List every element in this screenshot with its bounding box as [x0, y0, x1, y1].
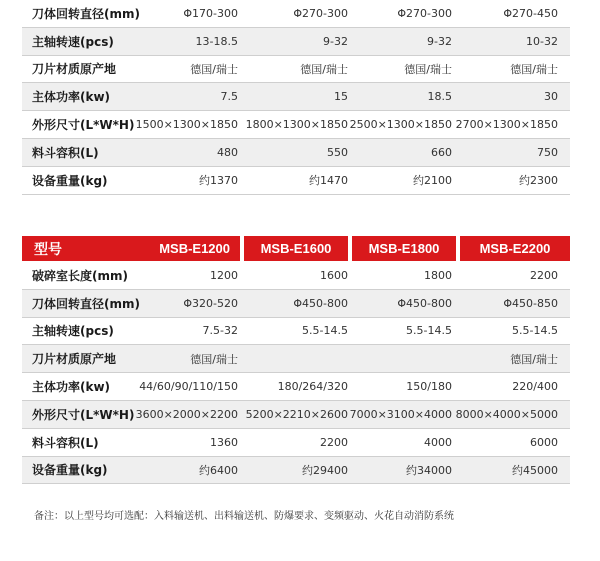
model-name: MSB-E2200	[479, 241, 551, 256]
spec-table-2	[22, 262, 570, 484]
spec-table-1	[22, 0, 570, 195]
table-row	[22, 139, 570, 167]
table-row	[22, 373, 570, 401]
header-label: 型号	[34, 241, 62, 258]
cell-value: 德国/瑞士	[510, 62, 558, 76]
row-label: 料斗容积(L)	[32, 145, 99, 160]
cell-value: 约2300	[519, 174, 558, 188]
cell-value: 1200	[210, 268, 238, 282]
model-name: MSB-E1800	[368, 241, 440, 256]
row-label: 刀体回转直径(mm)	[32, 296, 140, 311]
cell-value: 3600×2000×2200	[135, 407, 238, 421]
cell-value: 18.5	[427, 90, 452, 104]
cell-value: Φ270-450	[503, 6, 558, 20]
header-cell	[352, 236, 456, 261]
cell-value: 1800	[424, 268, 452, 282]
row-label: 外形尺寸(L*W*H)	[32, 407, 135, 422]
cell-value: 5.5-14.5	[302, 324, 348, 338]
row-label: 刀片材质原产地	[32, 352, 117, 367]
cell-value: 4000	[424, 435, 452, 449]
cell-value: 180/264/320	[277, 380, 348, 394]
table-row	[22, 28, 570, 56]
cell-value: Φ450-800	[397, 296, 452, 310]
cell-value: 750	[537, 145, 558, 159]
cell-value: Φ450-800	[293, 296, 348, 310]
cell-value: 约34000	[406, 463, 452, 477]
cell-value: 约45000	[512, 463, 558, 477]
cell-value: Φ270-300	[397, 6, 452, 20]
table-row	[22, 56, 570, 84]
cell-value: 15	[334, 90, 348, 104]
table-row	[22, 457, 570, 485]
table-row	[22, 429, 570, 457]
cell-value: 5.5-14.5	[512, 324, 558, 338]
cell-value: 德国/瑞士	[190, 352, 238, 366]
cell-value: 约2100	[413, 174, 452, 188]
cell-value: 5.5-14.5	[406, 324, 452, 338]
cell-value: 9-32	[323, 34, 348, 48]
cell-value: 约1470	[309, 174, 348, 188]
table-row	[22, 345, 570, 373]
cell-value: Φ320-520	[183, 296, 238, 310]
table-row	[22, 111, 570, 139]
table-row	[22, 0, 570, 28]
cell-value: 德国/瑞士	[190, 62, 238, 76]
row-label: 料斗容积(L)	[32, 435, 99, 450]
cell-value: 8000×4000×5000	[455, 407, 558, 421]
model-name: MSB-E1200	[159, 241, 230, 256]
cell-value: Φ270-300	[293, 6, 348, 20]
row-label: 设备重量(kg)	[32, 463, 108, 478]
cell-value: 660	[431, 145, 452, 159]
header-cell-first	[22, 236, 240, 261]
header-cell	[460, 236, 570, 261]
cell-value: Φ450-850	[503, 296, 558, 310]
cell-value: 7.5-32	[202, 324, 238, 338]
table-row	[22, 83, 570, 111]
cell-value: 44/60/90/110/150	[139, 380, 238, 394]
cell-value: 220/400	[512, 380, 558, 394]
row-label: 主轴转速(pcs)	[32, 34, 114, 49]
cell-value: 6000	[530, 435, 558, 449]
row-label: 主轴转速(pcs)	[32, 324, 114, 339]
cell-value: 30	[544, 90, 558, 104]
table-row	[22, 167, 570, 195]
cell-value: 9-32	[427, 34, 452, 48]
cell-value: 1800×1300×1850	[245, 118, 348, 132]
footnote: 备注：以上型号均可选配：入料输送机、出料输送机、防爆要求、变频驱动、火花自动消防系统	[34, 511, 454, 522]
cell-value: 1600	[320, 268, 348, 282]
row-label: 主体功率(kw)	[32, 90, 111, 105]
cell-value: 2500×1300×1850	[349, 118, 452, 132]
cell-value: 德国/瑞士	[300, 62, 348, 76]
cell-value: 13-18.5	[195, 34, 238, 48]
cell-value: Φ170-300	[183, 6, 238, 20]
row-label: 设备重量(kg)	[32, 173, 108, 188]
cell-value: 1500×1300×1850	[135, 118, 238, 132]
row-label: 破碎室长度(mm)	[32, 268, 128, 283]
model-name: MSB-E1600	[260, 241, 332, 256]
cell-value: 1360	[210, 435, 238, 449]
cell-value: 德国/瑞士	[404, 62, 452, 76]
table-row	[22, 318, 570, 346]
cell-value: 约1370	[199, 174, 238, 188]
row-label: 刀片材质原产地	[32, 62, 117, 77]
cell-value: 2200	[530, 268, 558, 282]
cell-value: 150/180	[406, 380, 452, 394]
table-row	[22, 401, 570, 429]
cell-value: 7.5	[220, 90, 238, 104]
row-label: 主体功率(kw)	[32, 380, 111, 395]
cell-value: 2200	[320, 435, 348, 449]
cell-value: 480	[217, 145, 238, 159]
cell-value: 550	[327, 145, 348, 159]
cell-value: 德国/瑞士	[510, 352, 558, 366]
row-label: 外形尺寸(L*W*H)	[32, 118, 135, 133]
cell-value: 10-32	[526, 34, 558, 48]
model-header	[22, 236, 570, 261]
table-row	[22, 262, 570, 290]
cell-value: 7000×3100×4000	[349, 407, 452, 421]
cell-value: 5200×2210×2600	[245, 407, 348, 421]
row-label: 刀体回转直径(mm)	[32, 6, 140, 21]
cell-value: 约6400	[199, 463, 238, 477]
cell-value: 约29400	[302, 463, 348, 477]
table-row	[22, 290, 570, 318]
header-cell	[244, 236, 348, 261]
cell-value: 2700×1300×1850	[455, 118, 558, 132]
